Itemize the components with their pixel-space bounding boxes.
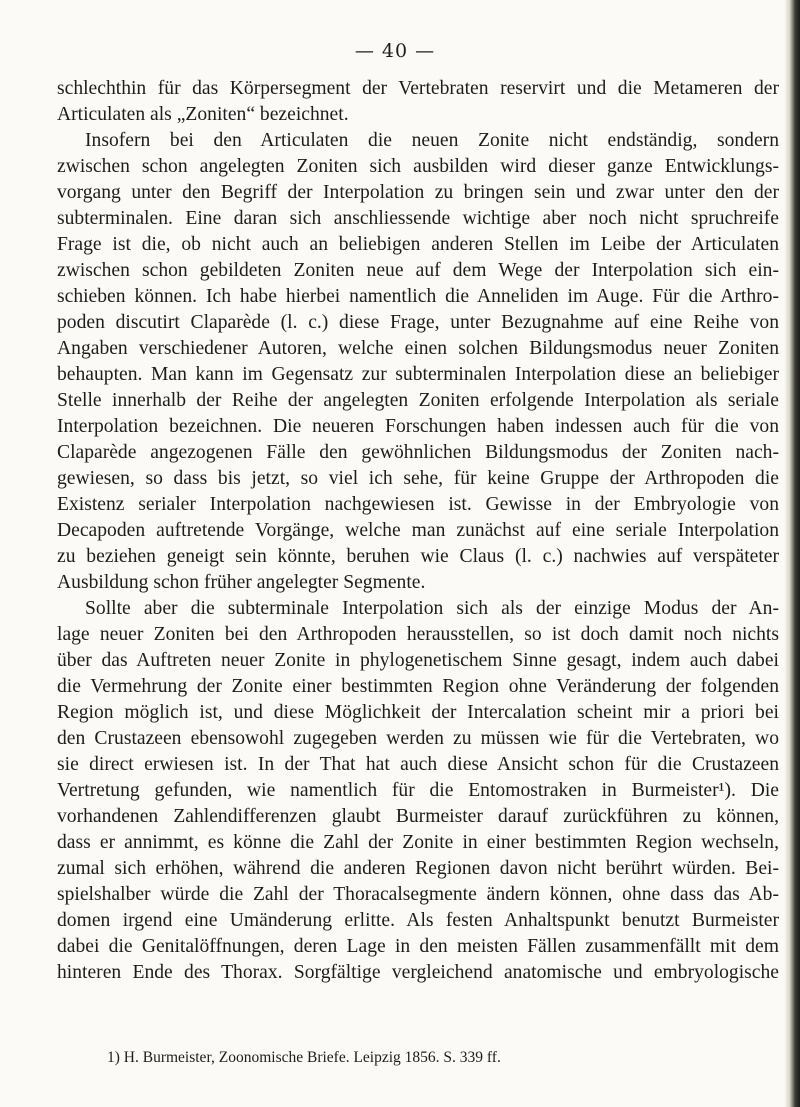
text-line: Ausbildung schon früher angelegter Segmente. — [57, 572, 426, 593]
footnote: 1) H. Burmeister, Zoonomische Briefe. Leipzig 1856. S. 339 ff. — [107, 1049, 501, 1066]
text-line: dabei die Genitalöffnungen, deren Lage in den meisten Fällen zusammenfällt mit dem — [57, 936, 779, 957]
text-line: zwischen schon angelegten Zoniten sich ausbilden wird dieser ganze Entwicklungs- — [57, 156, 779, 177]
page-number: — 40 — — [354, 40, 436, 62]
text-line: Frage ist die, ob nicht auch an beliebigen anderen Stellen im Leibe der Articulaten — [57, 234, 779, 255]
text-line: lage neuer Zoniten bei den Arthropoden herausstellen, so ist doch damit noch nichts — [57, 624, 779, 645]
text-line: behaupten. Man kann im Gegensatz zur subterminalen Interpolation diese an beliebiger — [57, 364, 779, 385]
page-edge-shadow — [784, 0, 800, 1107]
text-line: schlechthin für das Körpersegment der Vertebraten reservirt und die Metameren der — [57, 78, 779, 99]
text-line: Stelle innerhalb der Reihe der angelegten Zoniten erfolgende Interpolation als seriale — [57, 390, 779, 411]
text-line: über das Auftreten neuer Zonite in phylogenetischem Sinne gesagt, indem auch dabei — [57, 650, 779, 671]
text-line: Existenz serialer Interpolation nachgewiesen ist. Gewisse in der Embryologie von — [57, 494, 779, 515]
text-line: vorhandenen Zahlendifferenzen glaubt Burmeister darauf zurückführen zu können, — [57, 806, 779, 827]
text-line: hinteren Ende des Thorax. Sorgfältige vergleichend anatomische und embryologische — [57, 962, 779, 983]
text-line: zu beziehen geneigt sein könnte, beruhen wie Claus (l. c.) nachwies auf verspäteter — [57, 546, 779, 567]
text-line: spielshalber würde die Zahl der Thoracalsegmente ändern können, ohne dass das Ab- — [57, 884, 779, 905]
text-line: sie direct erwiesen ist. In der That hat auch diese Ansicht schon für die Crustazeen — [57, 754, 779, 775]
text-line: Articulaten als „Zoniten“ bezeichnet. — [57, 104, 349, 125]
text-line: Region möglich ist, und diese Möglichkeit der Intercalation scheint mir a priori bei — [57, 702, 779, 723]
text-line: schieben können. Ich habe hierbei namentlich die Anneliden im Auge. Für die Arthro- — [57, 286, 779, 307]
text-line: dass er annimmt, es könne die Zahl der Zonite in einer bestimmten Region wechseln, — [57, 832, 779, 853]
text-line: Vertretung gefunden, wie namentlich für die Entomostraken in Burmeister¹). Die — [57, 780, 779, 801]
text-line: domen irgend eine Umänderung erlitte. Als festen Anhaltspunkt benutzt Burmeister — [57, 910, 779, 931]
text-line: Angaben verschiedener Autoren, welche einen solchen Bildungsmodus neuer Zoniten — [57, 338, 779, 359]
text-line: den Crustazeen ebensowohl zugegeben werden zu müssen wie für die Vertebraten, wo — [57, 728, 779, 749]
text-line: Claparède angezogenen Fälle den gewöhnlichen Bildungsmodus der Zoniten nach- — [57, 442, 779, 463]
text-line: Insofern bei den Articulaten die neuen Zonite nicht endständig, sondern — [85, 130, 779, 151]
text-line: vorgang unter den Begriff der Interpolation zu bringen sein und zwar unter den der — [57, 182, 779, 203]
text-line: die Vermehrung der Zonite einer bestimmten Region ohne Veränderung der folgenden — [57, 676, 779, 697]
text-line: Interpolation bezeichnen. Die neueren Forschungen haben indessen auch für die von — [57, 416, 779, 437]
text-line: gewiesen, so dass bis jetzt, so viel ich sehe, für keine Gruppe der Arthropoden die — [57, 468, 779, 489]
text-line: Decapoden auftretende Vorgänge, welche man zunächst auf eine seriale Interpolation — [57, 520, 779, 541]
text-line: Sollte aber die subterminale Interpolation sich als der einzige Modus der An- — [85, 598, 779, 619]
text-line: zwischen schon gebildeten Zoniten neue auf dem Wege der Interpolation sich ein- — [57, 260, 779, 281]
body-text — [57, 76, 779, 986]
text-line: poden discutirt Claparède (l. c.) diese Frage, unter Bezugnahme auf eine Reihe von — [57, 312, 779, 333]
text-line: subterminalen. Eine daran sich anschliessende wichtige aber noch nicht spruchreife — [57, 208, 779, 229]
text-line: zumal sich erhöhen, während die anderen Regionen davon nicht berührt würden. Bei- — [57, 858, 779, 879]
